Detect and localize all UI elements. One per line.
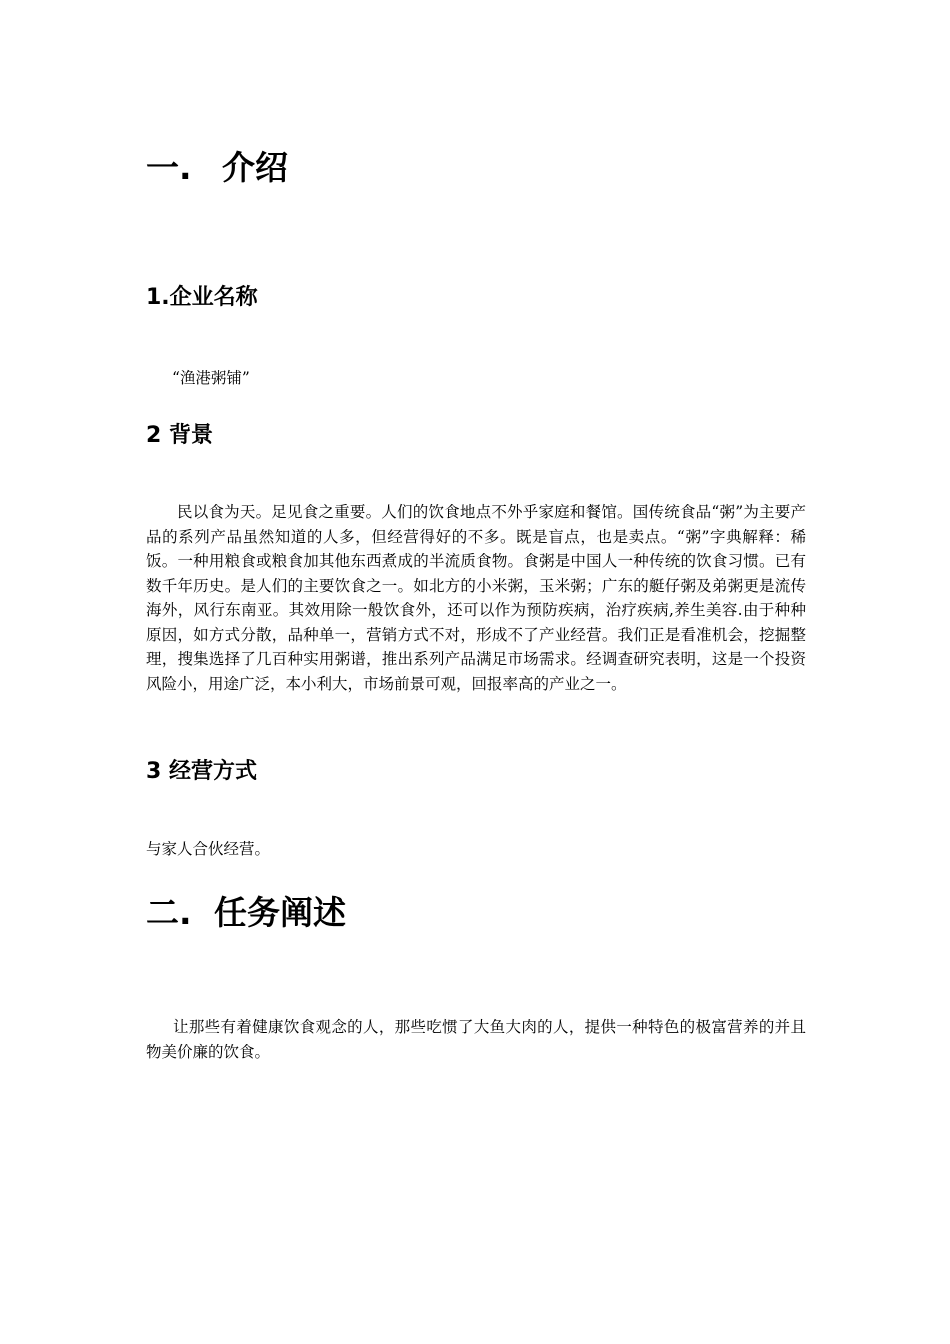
background-paragraph: 民以食为天。足见食之重要。人们的饮食地点不外乎家庭和餐馆。国传统食品“粥”为主要产品的系列产品虽然知道的人多，但经营得好的不多。既是盲点，也是卖点。“粥”字典解释：稀饭。一种用粮食或粮食加其他东西煮成的半流质食物。食粥是中国人一种传统的饮食习惯。已有数千年历史。是人们的主要饮食之一。如北方的小米粥，玉米粥；广东的艇仔粥及弟粥更是流传海外，风行东南亚。其效用除一般饮食外，还可以作为预防疾病，治疗疾病,养生美容.由于种种原因，如方式分散，品种单一，营销方式不对，形成不了产业经营。我们正是看准机会，挖掘整理，搜集选择了几百种实用粥谱，推出系列产品满足市场需求。经调查研究表明，这是一个投资风险小，用途广泛，本小利大，市场前景可观，回报率高的产业之一。 bbox=[146, 503, 806, 693]
subsection-heading-background: 2 背景 bbox=[146, 423, 213, 448]
section-heading-introduction bbox=[146, 148, 288, 188]
company-name-text: “渔港粥铺” bbox=[172, 369, 250, 387]
subsection-heading-company-name: 1.企业名称 bbox=[146, 285, 258, 310]
subsection-heading-business-mode: 3 经营方式 bbox=[146, 759, 257, 784]
section-number: 二. bbox=[146, 893, 192, 932]
section-title: 任务阐述 bbox=[214, 893, 346, 932]
section-number: 一. bbox=[146, 148, 192, 187]
business-mode-text: 与家人合伙经营。 bbox=[146, 840, 271, 858]
task-description-paragraph: 让那些有着健康饮食观念的人，那些吃惯了大鱼大肉的人，提供一种特色的极富营养的并且物美价廉的饮食。 bbox=[146, 1018, 806, 1061]
section-heading-task-description bbox=[146, 893, 346, 933]
section-title: 介绍 bbox=[222, 148, 288, 187]
